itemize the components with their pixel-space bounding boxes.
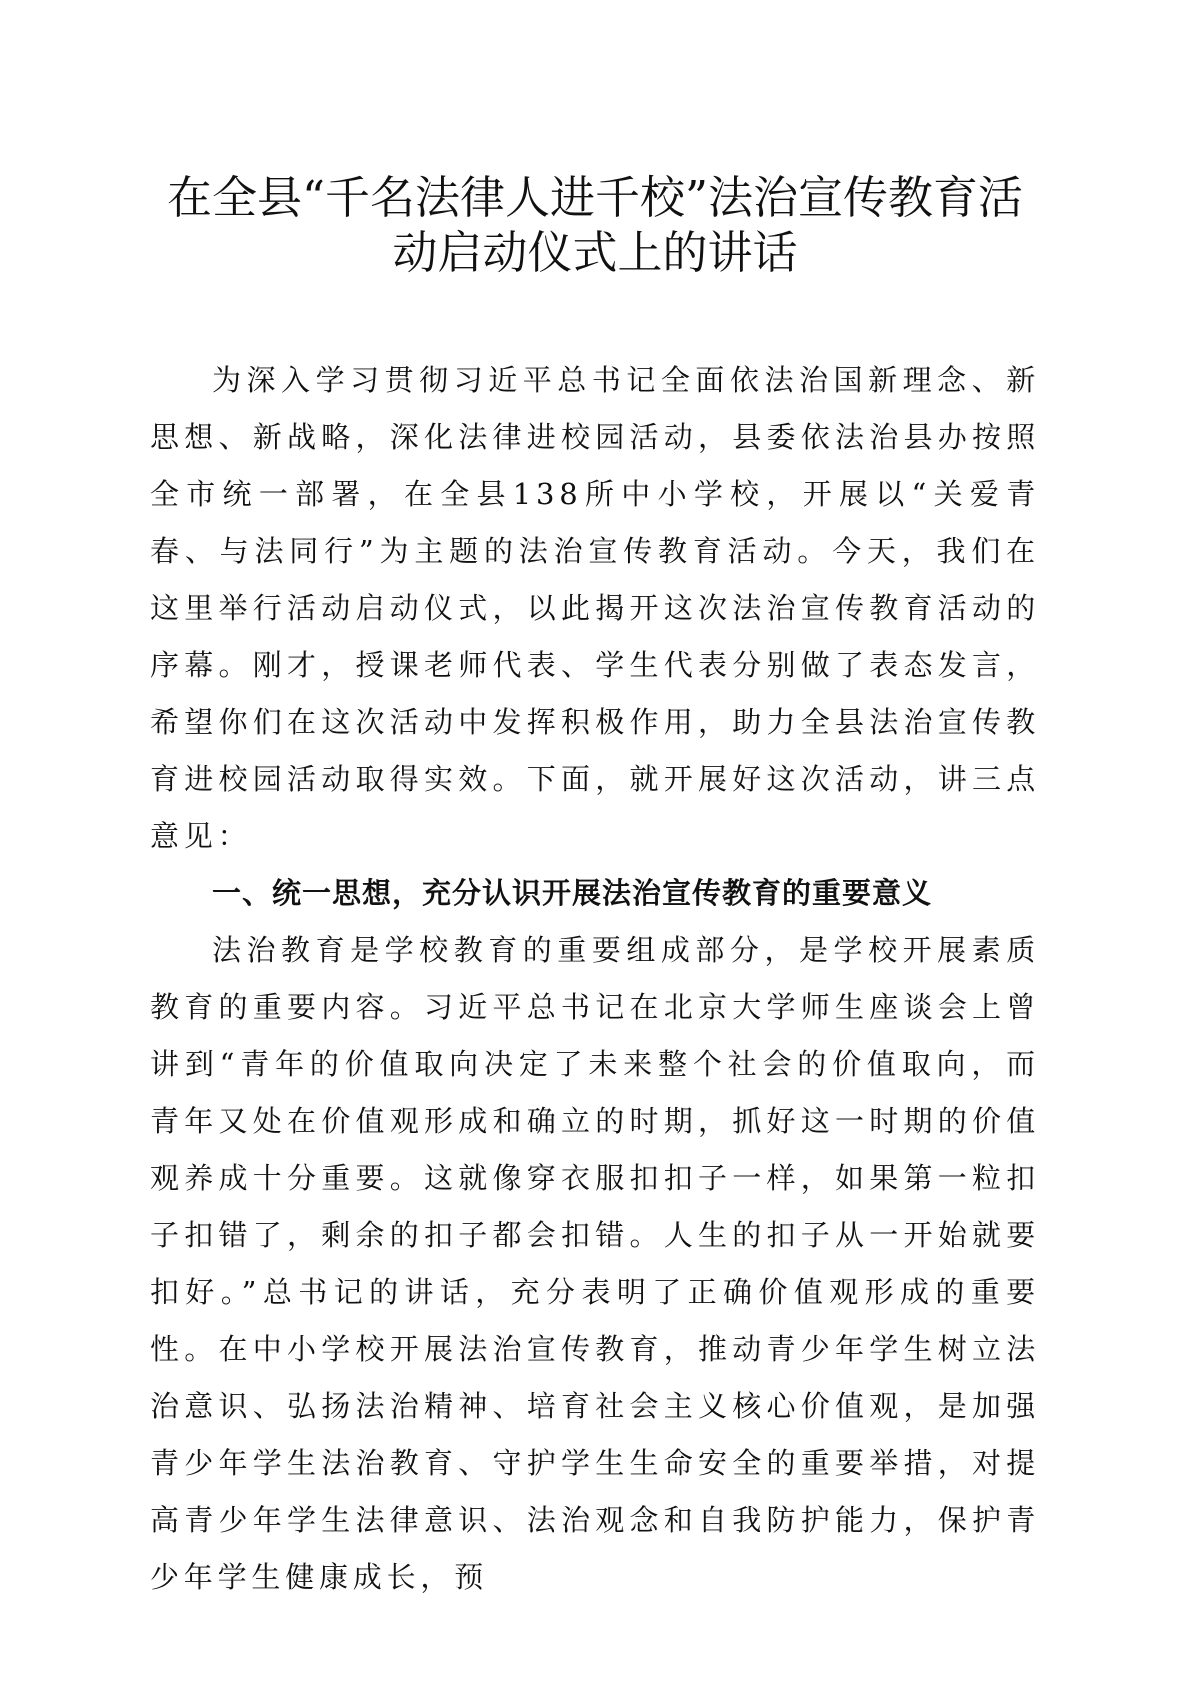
intro-paragraph: 为深入学习贯彻习近平总书记全面依法治国新理念、新思想、新战略，深化法律进校园活动，县委依法治县办按照全市统一部署，在全县138所中小学校，开展以“关爱青春、与法同行”为主题的法治宣传教育活动。今天，我们在这里举行活动启动仪式，以此揭开这次法治宣传教育活动的序幕。刚才，授课老师代表、学生代表分别做了表态发言，希望你们在这次活动中发挥积极作用，助力全县法治宣传教育进校园活动取得实效。下面，就开展好这次活动，讲三点意见： (150, 363, 1040, 853)
document-body (150, 352, 1040, 1606)
section-1-paragraph: 法治教育是学校教育的重要组成部分，是学校开展素质教育的重要内容。习近平总书记在北京大学师生座谈会上曾讲到“青年的价值取向决定了未来整个社会的价值取向，而青年又处在价值观形成和确立的时期，抓好这一时期的价值观养成十分重要。这就像穿衣服扣扣子一样，如果第一粒扣子扣错了，剩余的扣子都会扣错。人生的扣子从一开始就要扣好。”总书记的讲话，充分表明了正确价值观形成的重要性。在中小学校开展法治宣传教育，推动青少年学生树立法治意识、弘扬法治精神、培育社会主义核心价值观，是加强青少年学生法治教育、守护学生生命安全的重要举措，对提高青少年学生法律意识、法治观念和自我防护能力，保护青少年学生健康成长，预 (150, 933, 1040, 1594)
document-title: 在全县“千名法律人进千校”法治宣传教育活动启动仪式上的讲话 (166, 171, 1023, 279)
section-heading-1: 一、统一思想，充分认识开展法治宣传教育的重要意义 (212, 876, 933, 910)
